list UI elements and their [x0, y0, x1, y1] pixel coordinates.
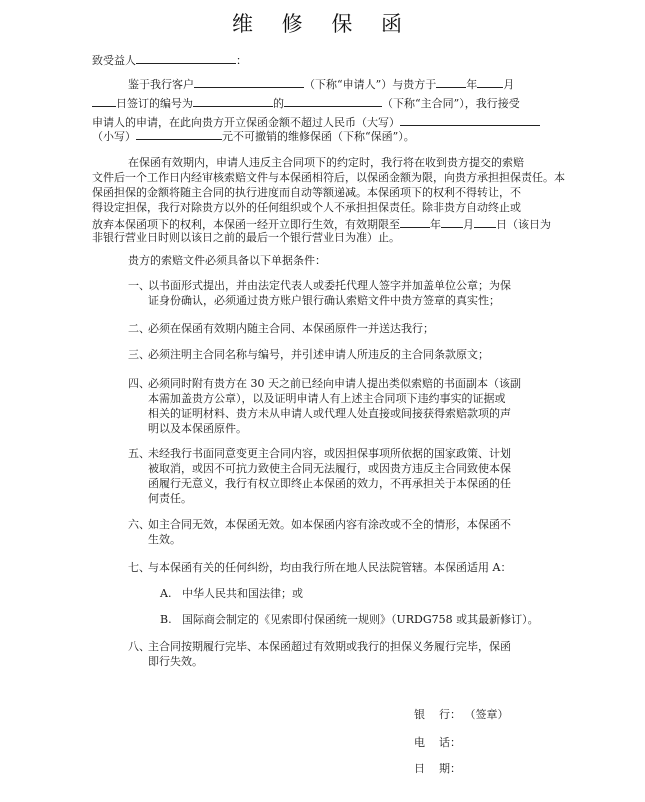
- para2-line6: 非银行营业日时则以该日之前的最后一个银行营业日为准）止。: [92, 231, 400, 244]
- beneficiary-blank: [136, 52, 236, 64]
- item5-line: 函履行无意义，我行有权立即终止本保函的效力，不再承担关于本保函的任: [148, 477, 511, 490]
- item1-line: 以书面形式提出，并由法定代表人或委托代理人签字并加盖单位公章；为保: [148, 279, 511, 292]
- item4-line: 本需加盖贵方公章），以及证明申请人有上述主合同项下违约事实的证据或: [148, 392, 506, 405]
- expiry-year-blank: [400, 216, 430, 228]
- item6-line: 如主合同无效，本保函无效。如本保函内容有涂改或不全的情形，本保函不: [148, 518, 511, 531]
- para1-text: 的: [273, 97, 284, 110]
- item6-line: 生效。: [148, 533, 181, 546]
- item-number: 四、: [128, 377, 150, 390]
- bank-label: 银 行：: [414, 708, 461, 721]
- bank-signature: [414, 706, 509, 722]
- para2-text: 年: [430, 218, 441, 231]
- item-number: 三、: [128, 348, 150, 361]
- item1-line: 证身份确认，必须通过贵方账户银行确认索赔文件中贵方签章的真实性；: [148, 294, 500, 307]
- para2-line2: 文件后一个工作日内经审核索赔文件与本保函相符后，以保函金额为限，向贵方承担担保责任。本: [92, 171, 565, 184]
- item-number: 七、: [128, 561, 150, 574]
- conditions-intro: 贵方的索赔文件必须具备以下单据条件：: [128, 254, 326, 267]
- year-blank: [436, 76, 466, 88]
- applicant-blank: [194, 76, 304, 88]
- subitem-a-text: 中华人民共和国法律；或: [182, 587, 303, 600]
- item2-line: 必须在保函有效期内随主合同、本保函原件一并送达我行；: [148, 322, 434, 335]
- item-number: 八、: [128, 640, 150, 653]
- para2-line1: 在保函有效期内，申请人违反主合同项下的约定时，我行将在收到贵方提交的索赔: [128, 156, 524, 169]
- contract-number-blank: [193, 95, 273, 107]
- para2-line5: [92, 216, 551, 231]
- para2-text: 日（该日为: [496, 218, 551, 231]
- para2-text: 月: [463, 218, 474, 231]
- item-number: 一、: [128, 279, 150, 292]
- document-title: 维 修 保 函: [231, 12, 414, 36]
- item-number: 六、: [128, 518, 150, 531]
- para1-text: 日签订的编号为: [116, 97, 193, 110]
- expiry-month-blank: [441, 216, 463, 228]
- para1-text: （下称“申请人”）与贵方于: [304, 78, 437, 91]
- salutation: [92, 52, 247, 67]
- subitem-b-text: 国际商会制定的《见索即付保函统一规则》（URDG758 或其最新修订）。: [182, 613, 539, 626]
- month-blank: [477, 76, 503, 88]
- para1-text: 申请人的申请，在此向贵方开立保函金额不超过人民币（大写）: [92, 116, 400, 129]
- item4-line: 明以及本保函原件。: [148, 422, 247, 435]
- item4-line: 相关的证明材料、贵方未从申请人或代理人处直接或间接获得索赔款项的声: [148, 407, 511, 420]
- para2-line3: 保函担保的金额将随主合同的执行进度而自动等额递减。本保函项下的权利不得转让，不: [92, 186, 521, 199]
- item5-line: 被取消，或因不可抗力致使主合同无法履行，或因贵方违反主合同致使本保: [148, 462, 511, 475]
- para2-text: 放弃本保函项下的权利，本保函一经开立即行生效，有效期限至: [92, 218, 400, 231]
- amount-words-blank: [400, 114, 540, 126]
- item4-line: 必须同时附有贵方在 30 天之前已经向申请人提出类似索赔的书面副本（该副: [148, 377, 521, 390]
- para1-line3: [92, 114, 540, 129]
- para1-line4: [92, 128, 415, 143]
- salutation-colon: ：: [236, 54, 247, 67]
- para1-text: 元不可撤销的维修保函（下称“保函”）。: [222, 130, 415, 143]
- expiry-day-blank: [474, 216, 496, 228]
- para1-text: 年: [466, 78, 478, 91]
- para1-text: 月: [503, 78, 515, 91]
- item8-line: 主合同按期履行完毕、本保函超过有效期或我行的担保义务履行完毕，保函: [148, 640, 511, 653]
- day-blank: [92, 95, 116, 107]
- para1-line2: [92, 95, 520, 110]
- para1-text: （小写）: [92, 130, 136, 143]
- item8-line: 即行失效。: [148, 655, 203, 668]
- item5-line: 何责任。: [148, 492, 192, 505]
- item3-line: 必须注明主合同名称与编号，并引述申请人所违反的主合同条款原文；: [148, 348, 489, 361]
- subitem-number: A.: [160, 587, 172, 600]
- para1-line1: [128, 76, 514, 91]
- date-label: 日 期：: [414, 762, 461, 775]
- phone-label: 电 话：: [414, 736, 461, 749]
- bank-seal: （签章）: [464, 708, 509, 721]
- para1-text: 鉴于我行客户: [128, 78, 194, 91]
- salutation-label: 致受益人: [92, 54, 136, 67]
- amount-figures-blank: [136, 128, 222, 140]
- item-number: 五、: [128, 447, 150, 460]
- para2-line4: 得设定担保，我行对除贵方以外的任何组织或个人不承担担保责任。除非贵方自动终止或: [92, 201, 521, 214]
- contract-name-blank: [284, 95, 382, 107]
- item7-line: 与本保函有关的任何纠纷，均由我行所在地人民法院管辖。本保函适用 A：: [148, 561, 512, 574]
- item5-line: 未经我行书面同意变更主合同内容，或因担保事项所依据的国家政策、计划: [148, 447, 511, 460]
- subitem-number: B.: [160, 613, 172, 626]
- item-number: 二、: [128, 322, 150, 335]
- para1-text: （下称“主合同”），我行接受: [382, 97, 520, 110]
